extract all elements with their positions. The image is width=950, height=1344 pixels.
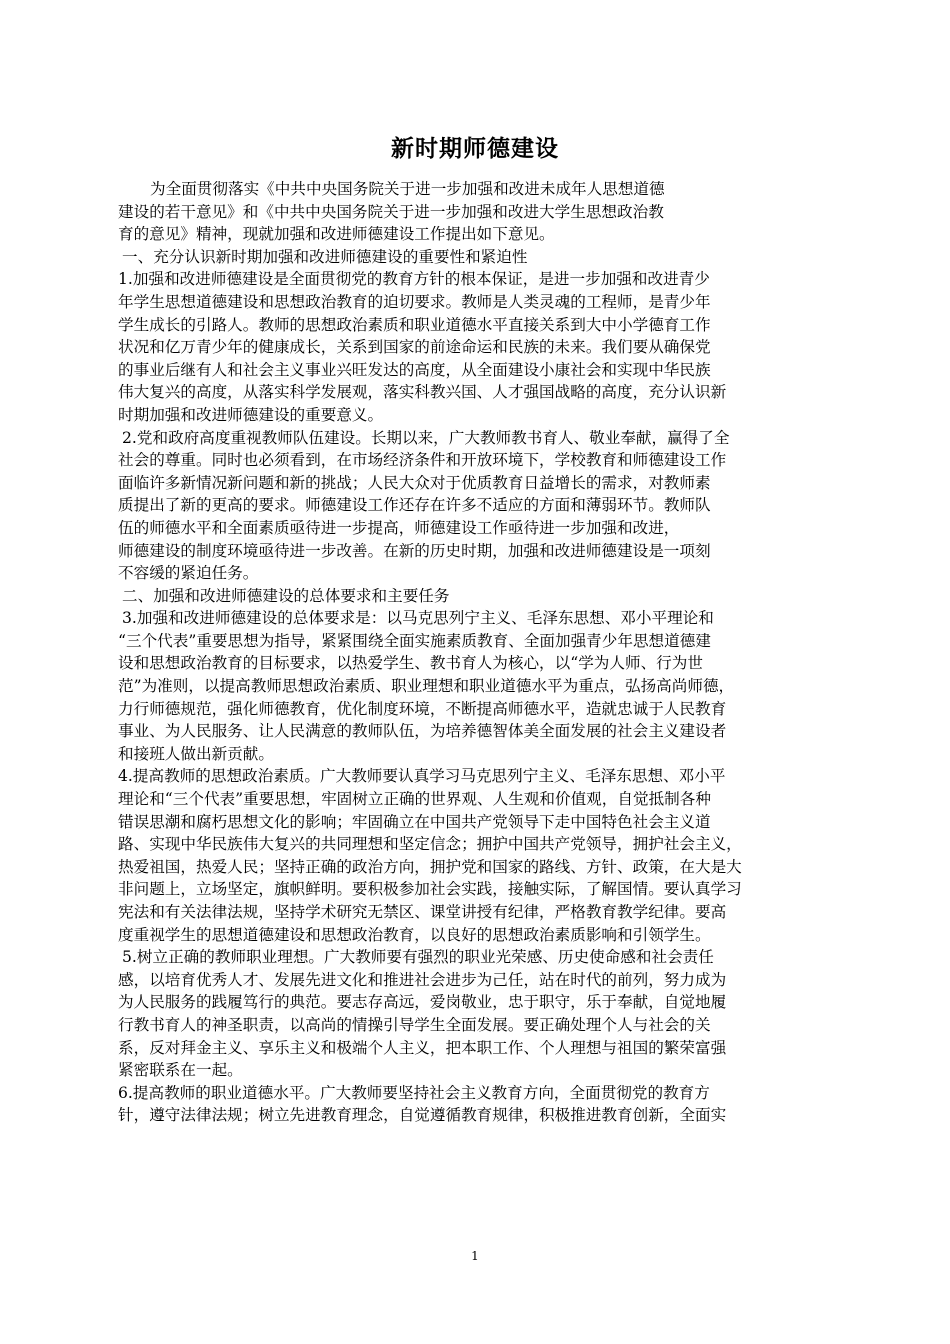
body-line: 感，以培育优秀人才、发展先进文化和推进社会进步为己任，站在时代的前列，努力成为 xyxy=(118,970,727,989)
body-line: 的事业后继有人和社会主义事业兴旺发达的高度，从全面建设小康社会和实现中华民族 xyxy=(118,360,711,379)
body-line: 力行师德规范，强化师德教育，优化制度环境，不断提高师德水平，造就忠诚于人民教育 xyxy=(118,699,727,718)
body-line: 不容缓的紧迫任务。 xyxy=(118,564,259,583)
body-line: 热爱祖国，热爱人民；坚持正确的政治方向，拥护党和国家的路线、方针、政策，在大是大 xyxy=(118,857,742,876)
body-line: 1.加强和改进师德建设是全面贯彻党的教育方针的根本保证，是进一步加强和改进青少 xyxy=(118,270,710,289)
document-title: 新时期师德建设 xyxy=(391,136,559,162)
body-line: 5.树立正确的教师职业理想。广大教师要有强烈的职业光荣感、历史使命感和社会责任 xyxy=(122,948,714,967)
body-line: 行教书育人的神圣职责，以高尚的情操引导学生全面发展。要正确处理个人与社会的关 xyxy=(118,1015,711,1034)
body-line: “三个代表”重要思想为指导，紧紧围绕全面实施素质教育、全面加强青少年思想道德建 xyxy=(118,631,711,650)
body-line: 和接班人做出新贡献。 xyxy=(118,744,274,763)
section-heading: 二、加强和改进师德建设的总体要求和主要任务 xyxy=(122,586,450,605)
body-line: 理论和“三个代表”重要思想，牢固树立正确的世界观、人生观和价值观，自觉抵制各种 xyxy=(118,790,711,809)
body-line: 3.加强和改进师德建设的总体要求是：以马克思列宁主义、毛泽东思想、邓小平理论和 xyxy=(122,609,714,628)
body-line: 质提出了新的更高的要求。师德建设工作还存在许多不适应的方面和薄弱环节。教师队 xyxy=(118,496,711,515)
body-line: 师德建设的制度环境亟待进一步改善。在新的历史时期，加强和改进师德建设是一项刻 xyxy=(118,541,711,560)
body-line: 非问题上，立场坚定，旗帜鲜明。要积极参加社会实践，接触实际，了解国情。要认真学习 xyxy=(118,880,742,899)
body-line: 宪法和有关法律法规，坚持学术研究无禁区、课堂讲授有纪律，严格教育教学纪律。要高 xyxy=(118,903,727,921)
body-line: 面临许多新情况新问题和新的挑战；人民大众对于优质教育日益增长的需求，对教师素 xyxy=(118,473,711,492)
body-line: 设和思想政治教育的目标要求，以热爱学生、教书育人为核心，以“学为人师、行为世 xyxy=(118,654,703,673)
body-line: 育的意见》精神，现就加强和改进师德建设工作提出如下意见。 xyxy=(118,225,555,244)
body-line: 紧密联系在一起。 xyxy=(118,1061,243,1080)
body-line: 为人民服务的践履笃行的典范。要志存高远，爱岗敬业，忠于职守，乐于奉献，自觉地履 xyxy=(118,993,727,1012)
body-line: 年学生思想道德建设和思想政治教育的迫切要求。教师是人类灵魂的工程师，是青少年 xyxy=(118,292,711,311)
body-line: 6.提高教师的职业道德水平。广大教师要坚持社会主义教育方向，全面贯彻党的教育方 xyxy=(118,1083,710,1102)
body-line: 错误思潮和腐朽思想文化的影响；牢固确立在中国共产党领导下走中国特色社会主义道 xyxy=(118,812,711,831)
body-line: 社会的尊重。同时也必须看到，在市场经济条件和开放环境下，学校教育和师德建设工作 xyxy=(118,451,727,470)
body-line: 范”为准则，以提高教师思想政治素质、职业理想和职业道德水平为重点，弘扬高尚师德， xyxy=(118,677,735,696)
body-line: 度重视学生的思想道德建设和思想政治教育，以良好的思想政治素质影响和引领学生。 xyxy=(118,925,711,944)
body-line: 系，反对拜金主义、享乐主义和极端个人主义，把本职工作、个人理想与祖国的繁荣富强 xyxy=(118,1038,727,1057)
body-line: 状况和亿万青少年的健康成长，关系到国家的前途命运和民族的未来。我们要从确保党 xyxy=(118,338,711,357)
body-line: 时期加强和改进师德建设的重要意义。 xyxy=(118,405,384,424)
body-line: 建设的若干意见》和《中共中央国务院关于进一步加强和改进大学生思想政治教 xyxy=(118,202,664,221)
body-line: 路、实现中华民族伟大复兴的共同理想和坚定信念；拥护中国共产党领导，拥护社会主义， xyxy=(118,835,742,854)
body-line: 事业、为人民服务、让人民满意的教师队伍，为培养德智体美全面发展的社会主义建设者 xyxy=(118,722,727,741)
body-line: 伟大复兴的高度，从落实科学发展观，落实科教兴国、人才强国战略的高度，充分认识新 xyxy=(118,383,727,402)
body-line: 针，遵守法律法规；树立先进教育理念，自觉遵循教育规律，积极推进教育创新，全面实 xyxy=(118,1106,727,1125)
body-line: 4.提高教师的思想政治素质。广大教师要认真学习马克思列宁主义、毛泽东思想、邓小平 xyxy=(118,767,726,786)
body-line: 2.党和政府高度重视教师队伍建设。长期以来，广大教师教书育人、敬业奉献，赢得了全 xyxy=(122,428,730,447)
page-number: 1 xyxy=(471,1249,479,1263)
document-body xyxy=(118,178,858,1127)
section-heading: 一、充分认识新时期加强和改进师德建设的重要性和紧迫性 xyxy=(122,247,528,266)
body-line: 伍的师德水平和全面素质亟待进一步提高，师德建设工作亟待进一步加强和改进， xyxy=(118,518,680,537)
body-line: 学生成长的引路人。教师的思想政治素质和职业道德水平直接关系到大中小学德育工作 xyxy=(118,315,711,334)
body-line: 为全面贯彻落实《中共中央国务院关于进一步加强和改进未成年人思想道德 xyxy=(150,180,665,198)
